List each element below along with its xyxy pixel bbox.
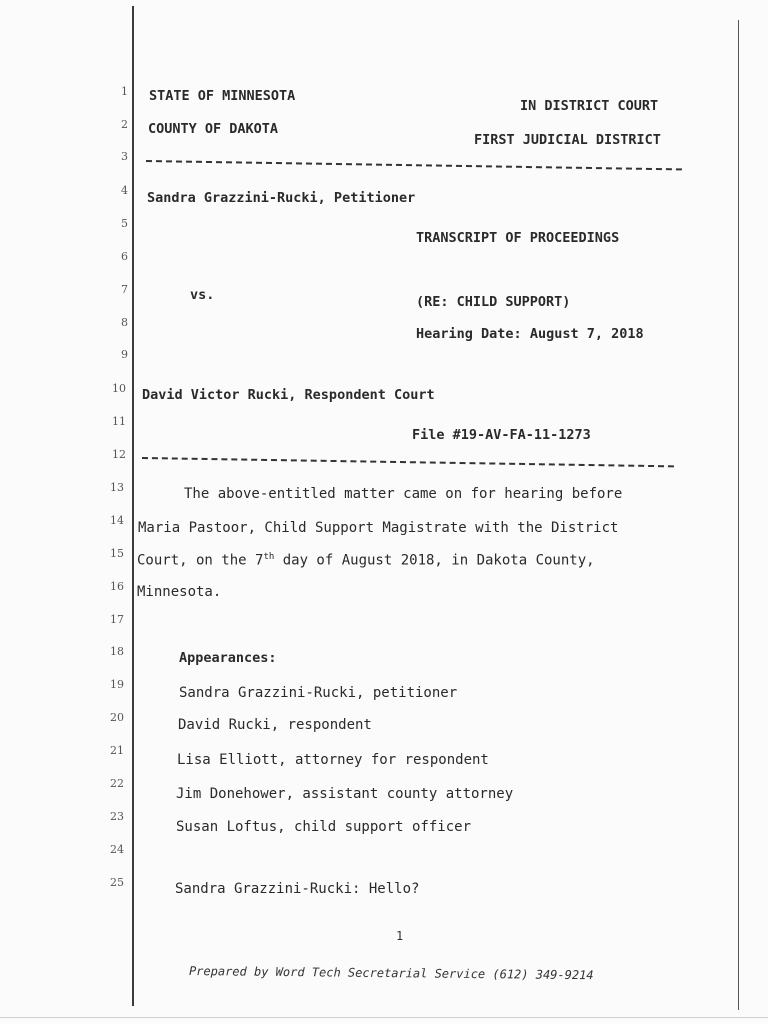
district-heading: FIRST JUDICIAL DISTRICT (474, 132, 661, 148)
appearances-heading: Appearances: (179, 650, 277, 666)
line-number: 12 (112, 448, 126, 461)
line-number: 20 (110, 711, 124, 724)
court-file-number: File #19-AV-FA-11-1273 (412, 427, 591, 443)
line-number: 4 (121, 184, 128, 197)
line-number: 13 (110, 481, 124, 494)
line-number: 3 (121, 150, 128, 163)
page-number: 1 (396, 929, 404, 943)
hearing-date-value: August 7, 2018 (529, 326, 644, 342)
state-heading: STATE OF MINNESOTA (149, 88, 296, 104)
line-number: 9 (121, 348, 128, 361)
footer-preparer: Prepared by Word Tech Secretarial Service (612) 349-9214 (188, 964, 594, 983)
caption-divider-bottom (142, 457, 674, 467)
line-number: 5 (121, 217, 128, 230)
body-text: Court, on the 7 (137, 552, 264, 569)
line-number: 17 (110, 613, 124, 626)
appearance-item: Sandra Grazzini-Rucki, petitioner (179, 685, 458, 701)
line-number: 15 (110, 547, 124, 560)
line-number: 16 (110, 580, 124, 593)
versus-label: vs. (190, 287, 215, 303)
appearance-item: Susan Loftus, child support officer (176, 819, 472, 835)
body-line: Maria Pastoor, Child Support Magistrate with the District (138, 520, 619, 536)
line-number: 14 (110, 514, 124, 527)
line-number: 8 (121, 316, 128, 329)
court-heading: IN DISTRICT COURT (520, 98, 659, 114)
hearing-date-label: Hearing Date: (416, 326, 522, 342)
document-title: TRANSCRIPT OF PROCEEDINGS (416, 230, 620, 246)
line-number: 7 (121, 283, 128, 296)
appearance-item: Jim Donehower, assistant county attorney (176, 786, 514, 802)
line-number: 24 (110, 843, 124, 856)
line-number: 18 (110, 645, 124, 658)
line-number: 19 (110, 678, 124, 691)
line-number: 1 (121, 85, 128, 98)
ordinal-suffix: th (263, 552, 275, 562)
appearance-item: Lisa Elliott, attorney for respondent (177, 752, 489, 768)
line-number: 21 (110, 744, 124, 757)
petitioner-name: Sandra Grazzini-Rucki, Petitioner (147, 190, 416, 206)
body-line: The above-entitled matter came on for hearing before (184, 486, 623, 502)
line-number: 10 (112, 382, 126, 395)
left-margin-rule (132, 6, 134, 1006)
body-text: day of August 2018, in Dakota County, (274, 552, 595, 569)
hearing-date (416, 326, 644, 342)
line-number: 23 (110, 810, 124, 823)
body-line: Minnesota. (137, 584, 222, 600)
body-line (137, 552, 595, 569)
line-number: 11 (112, 415, 126, 428)
line-number: 25 (110, 876, 124, 889)
caption-divider-top (146, 160, 682, 170)
matter-label: (RE: CHILD SUPPORT) (416, 294, 571, 310)
respondent-name: David Victor Rucki, Respondent Court (142, 387, 435, 403)
line-number: 22 (110, 777, 124, 790)
scan-edge (0, 1017, 768, 1018)
line-number: 6 (121, 250, 128, 263)
line-number: 2 (121, 118, 128, 131)
appearance-item: David Rucki, respondent (178, 717, 372, 733)
right-margin-rule (738, 20, 739, 1010)
transcript-line: Sandra Grazzini-Rucki: Hello? (175, 881, 420, 897)
county-heading: COUNTY OF DAKOTA (148, 121, 279, 137)
